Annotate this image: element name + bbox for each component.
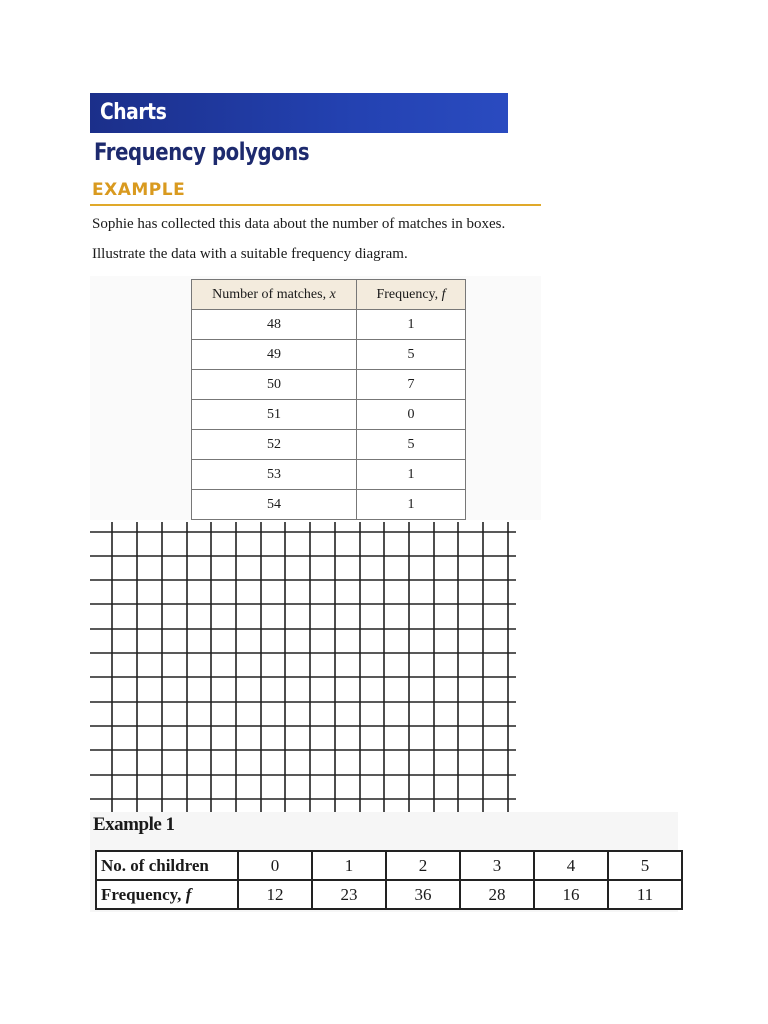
cell-x: 52 [192,430,357,460]
frequency-value: 11 [608,880,682,909]
children-value: 1 [312,851,386,880]
cell-f: 1 [357,490,466,520]
cell-x: 54 [192,490,357,520]
frequency-value: 16 [534,880,608,909]
intro-line-1: Sophie has collected this data about the number of matches in boxes. [92,216,506,232]
cell-x: 50 [192,370,357,400]
section-title: Frequency polygons [94,138,310,166]
label-frequency: Frequency, f [96,880,238,909]
example-label: EXAMPLE [92,180,186,200]
header-number-of-matches: Number of matches, x [192,280,357,310]
cell-x: 53 [192,460,357,490]
charts-banner [90,93,508,133]
frequency-row [96,880,682,909]
cell-x: 48 [192,310,357,340]
cell-f: 1 [357,460,466,490]
example-heading [90,176,541,206]
cell-f: 5 [357,430,466,460]
table-row [192,370,466,400]
banner-title: Charts [100,100,167,125]
cell-f: 1 [357,310,466,340]
frequency-value: 28 [460,880,534,909]
table-row [192,340,466,370]
table-row [192,400,466,430]
table-row [192,490,466,520]
cell-x: 49 [192,340,357,370]
table-row [192,460,466,490]
cell-f: 7 [357,370,466,400]
label-no-of-children: No. of children [96,851,238,880]
table-row [192,430,466,460]
cell-x: 51 [192,400,357,430]
children-value: 3 [460,851,534,880]
children-frequency-table [95,850,683,910]
cell-f: 0 [357,400,466,430]
intro-line-2: Illustrate the data with a suitable frequency diagram. [92,246,408,262]
cell-f: 5 [357,340,466,370]
table-row [192,310,466,340]
example1-title: Example 1 [93,814,175,835]
children-row [96,851,682,880]
header-frequency: Frequency, f [357,280,466,310]
graph-paper-grid [90,522,516,814]
table-header-row [192,280,466,310]
children-value: 0 [238,851,312,880]
frequency-value: 23 [312,880,386,909]
children-value: 4 [534,851,608,880]
matches-frequency-table [191,279,466,520]
frequency-value: 36 [386,880,460,909]
children-value: 2 [386,851,460,880]
frequency-value: 12 [238,880,312,909]
children-value: 5 [608,851,682,880]
